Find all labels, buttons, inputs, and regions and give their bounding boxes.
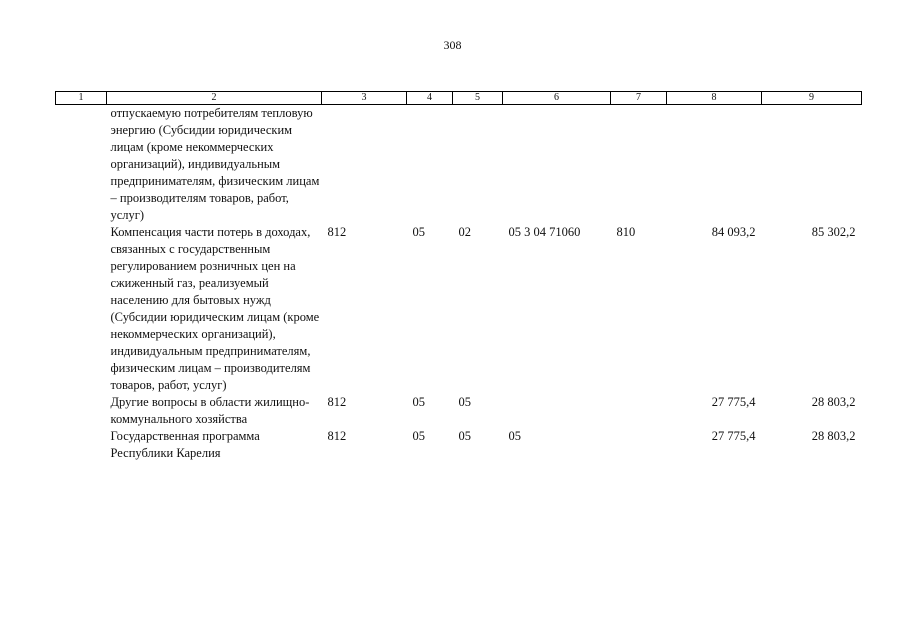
row-target-article [503, 394, 611, 428]
header-col-6: 6 [503, 92, 611, 105]
row-section [407, 105, 453, 225]
row-admin-code: 812 [327, 395, 347, 409]
row-admin-code: 812 [327, 225, 347, 239]
row-col-1 [56, 105, 107, 225]
row-amount-col9: 28 803,2 [811, 395, 856, 409]
header-col-4: 4 [407, 92, 453, 105]
row-target-article: 05 3 04 71060 [508, 225, 581, 239]
row-target-article [503, 105, 611, 225]
table-body [56, 105, 862, 463]
row-name: Другие вопросы в области жилищно-коммунального хозяйства [110, 395, 310, 426]
row-expense-type [611, 105, 667, 225]
row-subsection: 02 [458, 225, 471, 239]
header-col-5: 5 [453, 92, 503, 105]
table-header [56, 92, 862, 105]
row-amount-col8: 27 775,4 [711, 395, 756, 409]
header-row [56, 92, 862, 105]
table-row [56, 394, 862, 428]
row-amount-col9 [762, 105, 862, 225]
row-name: отпускаемую потребителям тепловую энергию (Субсидии юридическим лицам (кроме некоммерческих организаций), индивидуальным предпринимателям, физическим лицам – производителям товаров, работ, услуг) [110, 106, 320, 222]
row-amount-col8: 84 093,2 [711, 225, 756, 239]
header-col-3: 3 [322, 92, 407, 105]
row-section: 05 [412, 395, 425, 409]
row-name: Государственная программа Республики Карелия [110, 429, 260, 460]
row-expense-type [611, 428, 667, 462]
row-subsection: 05 [458, 395, 471, 409]
row-expense-type: 810 [616, 225, 636, 239]
row-amount-col9: 28 803,2 [811, 429, 856, 443]
row-section: 05 [412, 429, 425, 443]
page-number: 308 [443, 38, 462, 52]
header-col-8: 8 [667, 92, 762, 105]
row-col-1 [56, 224, 107, 394]
row-amount-col9: 85 302,2 [811, 225, 856, 239]
table-row [56, 105, 862, 225]
row-target-article: 05 [508, 429, 521, 443]
header-col-9: 9 [762, 92, 862, 105]
table-row [56, 224, 862, 394]
row-section: 05 [412, 225, 425, 239]
row-subsection [453, 105, 503, 225]
row-name: Компенсация части потерь в доходах, связанных с государственным регулированием розничных цен на сжиженный газ, реализуемый населению для бытовых нужд (Субсидии юридическим лицам (кроме некоммерческих организаций), индивидуальным предпринимателям, физическим лицам – производителям товаров, работ, услуг) [110, 225, 320, 392]
row-admin-code: 812 [327, 429, 347, 443]
row-admin-code [322, 105, 407, 225]
row-col-1 [56, 428, 107, 462]
header-col-2: 2 [107, 92, 322, 105]
budget-table [55, 91, 862, 462]
row-expense-type [611, 394, 667, 428]
row-amount-col8: 27 775,4 [711, 429, 756, 443]
header-col-7: 7 [611, 92, 667, 105]
row-amount-col8 [667, 105, 762, 225]
header-col-1: 1 [56, 92, 107, 105]
row-col-1 [56, 394, 107, 428]
row-subsection: 05 [458, 429, 471, 443]
table-row [56, 428, 862, 462]
